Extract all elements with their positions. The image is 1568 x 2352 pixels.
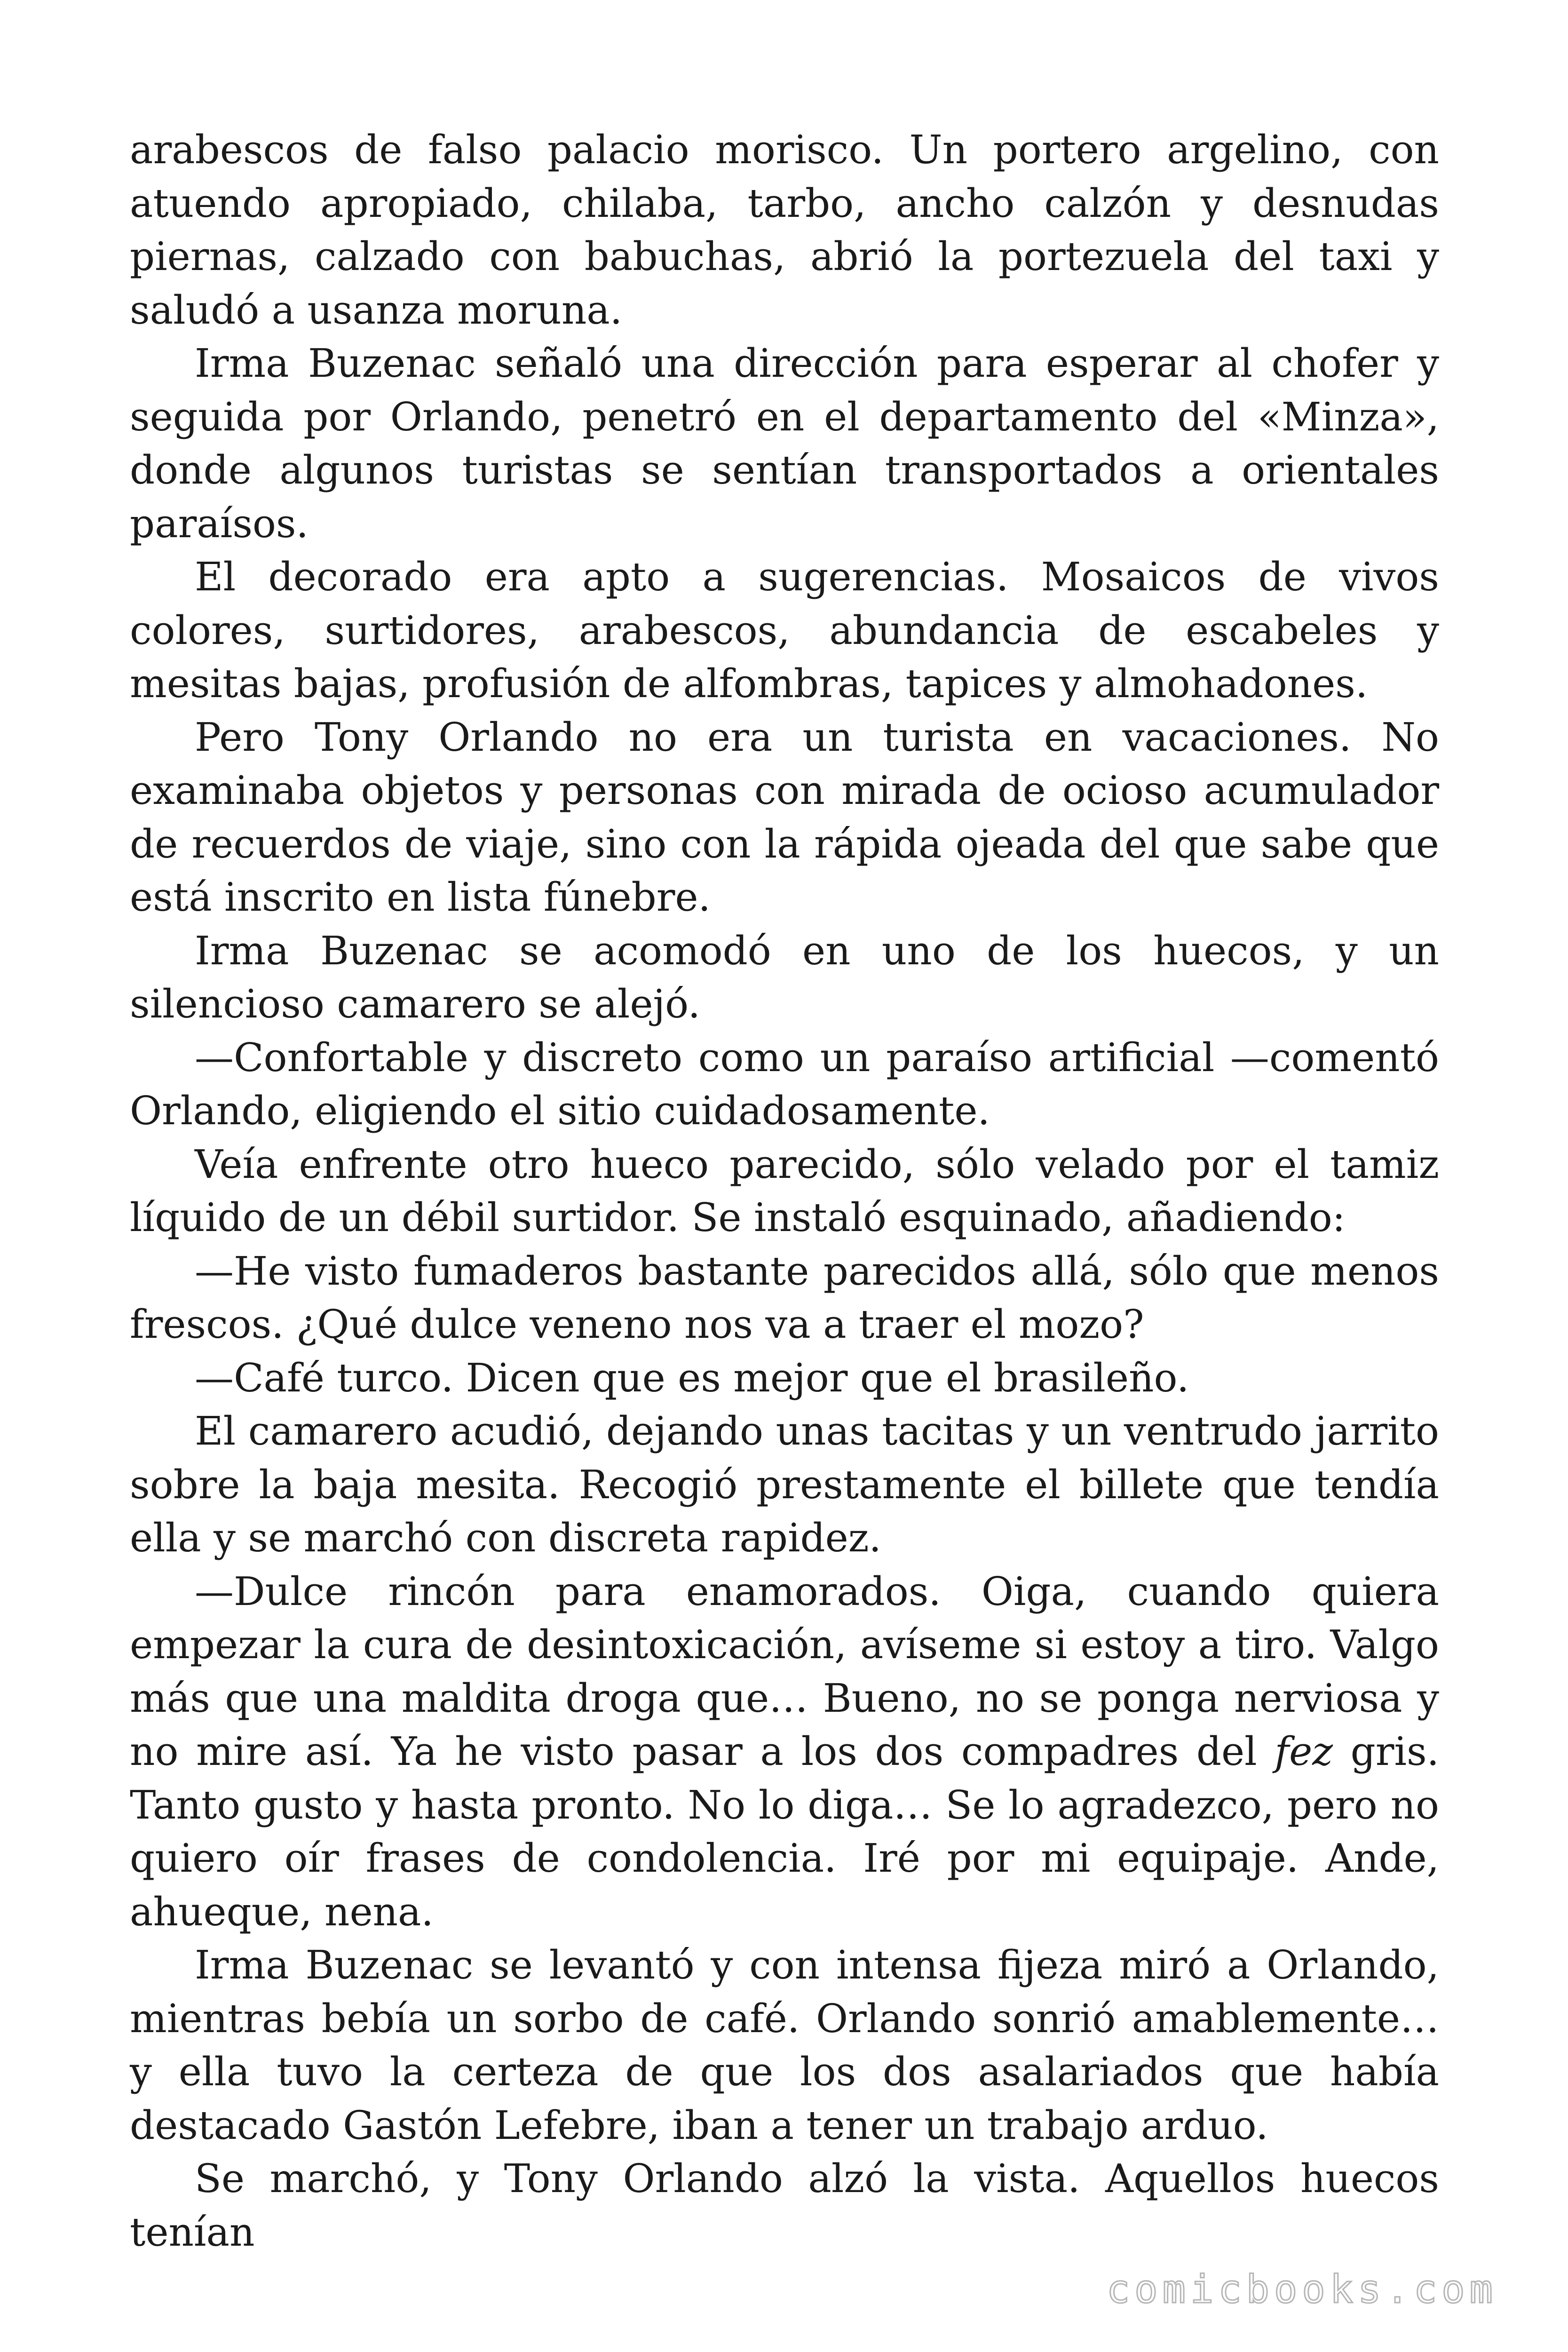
paragraph: Pero Tony Orlando no era un turista en vacaciones. No examinaba objetos y personas con mirada de ocioso acumulador de recuerdos de viaje, sino con la rápida ojeada del que sabe que está inscrito en lista fúnebre. (130, 714, 1439, 920)
paragraph-continued: arabescos de falso palacio morisco. Un portero argelino, con atuendo apropiado, chilaba, tarbo, ancho calzón y desnudas piernas, calzado con babuchas, abrió la portezuela del taxi y saludó a usanza moruna. (130, 127, 1439, 333)
paragraph: Irma Buzenac se acomodó en uno de los huecos, y un silencioso camarero se alejó. (130, 928, 1439, 1027)
dialogue-paragraph: —Café turco. Dicen que es mejor que el brasileño. (195, 1355, 1189, 1401)
paragraph: El decorado era apto a sugerencias. Mosaicos de vivos colores, surtidores, arabescos, abundancia de escabeles y mesitas bajas, profusión de alfombras, tapices y almohadones. (130, 554, 1439, 707)
dialogue-paragraph (130, 1565, 1439, 1939)
text-run: —Dulce rincón para enamorados. Oiga, cuando quiera empezar la cura de desintoxicación, avíseme si estoy a tiro. Valgo más que una maldita droga que… Bueno, no se ponga nerviosa y no mire así. Ya he visto pasar a los dos compadres del (130, 1568, 1439, 1774)
paragraph: Veía enfrente otro hueco parecido, sólo velado por el tamiz líquido de un débil surtidor. Se instaló esquinado, añadiendo: (130, 1141, 1439, 1240)
paragraph: Irma Buzenac se levantó y con intensa fijeza miró a Orlando, mientras bebía un sorbo de café. Orlando sonrió amablemente… y ella tuvo la certeza de que los dos asalariados que había destacado Gastón Lefebre, iban a tener un trabajo arduo. (130, 1942, 1439, 2148)
dialogue-paragraph: —He visto fumaderos bastante parecidos allá, sólo que menos frescos. ¿Qué dulce veneno nos va a traer el mozo? (130, 1248, 1439, 1347)
text-run: gris. Tanto gusto y hasta pronto. No lo diga… Se lo agradezco, pero no quiero oír frases de condolencia. Iré por mi equipaje. Ande, ahueque, nena. (130, 1729, 1439, 1935)
dialogue-paragraph: —Confortable y discreto como un paraíso artificial —comentó Orlando, eligiendo el sitio cuidadosamente. (130, 1034, 1439, 1134)
paragraph-cut-off: Se marchó, y Tony Orlando alzó la vista. Aquellos huecos tenían (130, 2156, 1439, 2255)
italic-word: fez (1275, 1729, 1333, 1774)
body-text (130, 123, 1439, 2259)
paragraph: Irma Buzenac señaló una dirección para esperar al chofer y seguida por Orlando, penetró en el departamento del «Minza», donde algunos turistas se sentían transportados a orientales paraísos. (130, 341, 1439, 547)
watermark: comicbooks.com (1106, 2267, 1497, 2312)
paragraph: El camarero acudió, dejando unas tacitas y un ventrudo jarrito sobre la baja mesita. Recogió prestamente el billete que tendía ella y se marchó con discreta rapidez. (130, 1408, 1439, 1561)
